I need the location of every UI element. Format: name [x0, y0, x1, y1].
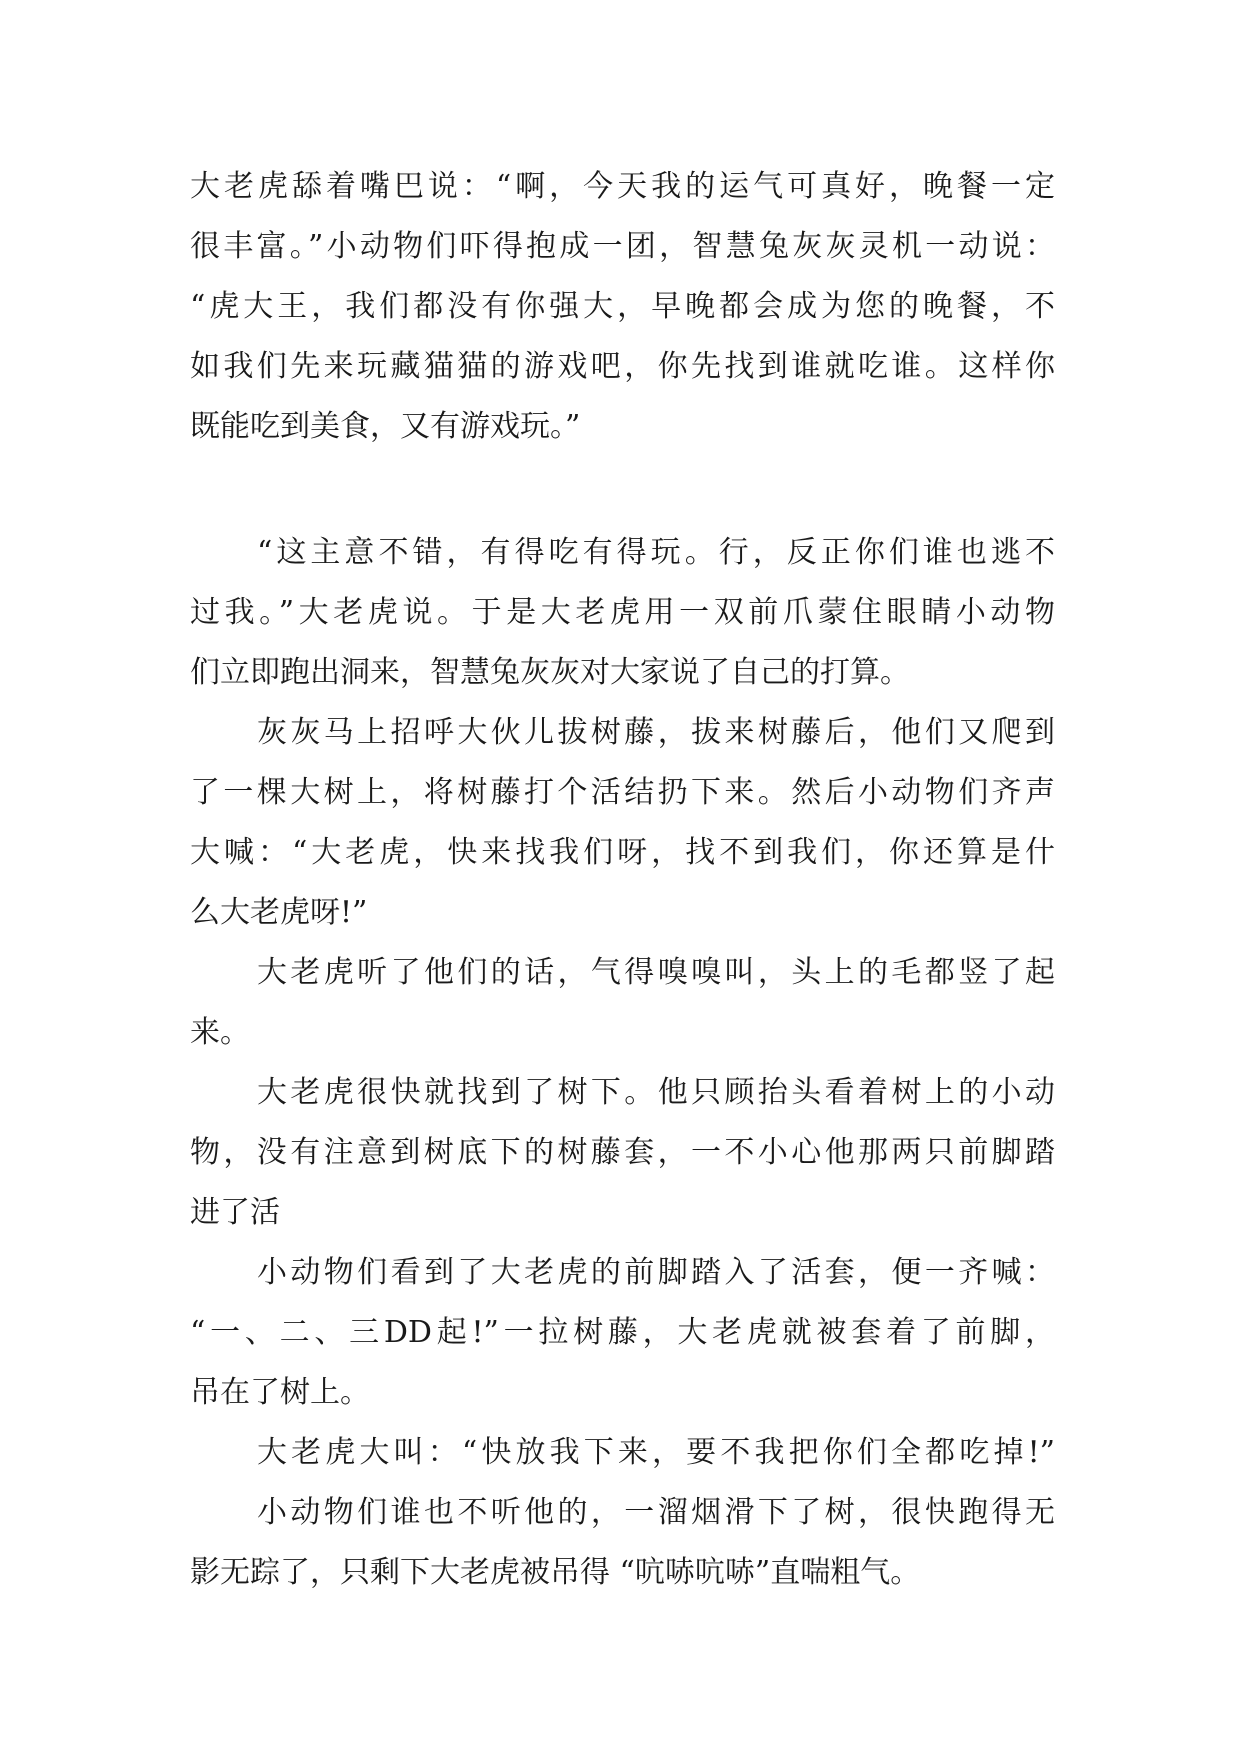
text-line: 进了活	[190, 1195, 280, 1230]
text-line: 大老虎很快就找到了树下。他只顾抬头看着树上的小动	[257, 1075, 1055, 1110]
paragraph-8	[190, 1483, 1055, 1603]
paragraph-4	[190, 943, 1055, 1063]
text-line: “虎大王，我们都没有你强大，早晚都会成为您的晚餐，不	[190, 289, 1055, 324]
text-line: 灰灰马上招呼大伙儿拔树藤，拔来树藤后，他们又爬到	[257, 715, 1055, 750]
text-line: 大喊：“大老虎，快来找我们呀，找不到我们，你还算是什	[190, 835, 1055, 870]
text-line: 大老虎听了他们的话，气得嗅嗅叫，头上的毛都竖了起	[257, 955, 1055, 990]
text-line: 很丰富。”小动物们吓得抱成一团，智慧兔灰灰灵机一动说：	[190, 229, 1055, 264]
paragraph-gap	[190, 457, 1055, 523]
paragraph-3	[190, 703, 1055, 943]
story-text	[190, 157, 1055, 1603]
text-line: 们立即跑出洞来，智慧兔灰灰对大家说了自己的打算。	[190, 655, 910, 690]
text-line: 如我们先来玩藏猫猫的游戏吧，你先找到谁就吃谁。这样你	[190, 349, 1055, 384]
paragraph-6	[190, 1243, 1055, 1423]
paragraph-2	[190, 523, 1055, 703]
text-line: 物，没有注意到树底下的树藤套，一不小心他那两只前脚踏	[190, 1135, 1055, 1170]
text-line: 小动物们看到了大老虎的前脚踏入了活套，便一齐喊：	[257, 1255, 1055, 1290]
text-line: 影无踪了，只剩下大老虎被吊得 “吭哧吭哧”直喘粗气。	[190, 1555, 921, 1590]
text-line: 么大老虎呀!”	[190, 895, 368, 930]
text-line: 大老虎大叫：“快放我下来，要不我把你们全都吃掉!”	[257, 1435, 1055, 1470]
paragraph-1	[190, 157, 1055, 457]
text-line: 来。	[190, 1015, 250, 1050]
text-line: “一、二、三DD起!”一拉树藤，大老虎就被套着了前脚，	[190, 1315, 1055, 1350]
paragraph-7	[190, 1423, 1055, 1483]
text-line: “这主意不错，有得吃有得玩。行，反正你们谁也逃不	[257, 535, 1055, 570]
text-line: 小动物们谁也不听他的，一溜烟滑下了树，很快跑得无	[257, 1495, 1055, 1530]
text-line: 吊在了树上。	[190, 1375, 370, 1410]
text-line: 既能吃到美食，又有游戏玩。”	[190, 409, 581, 444]
text-line: 了一棵大树上，将树藤打个活结扔下来。然后小动物们齐声	[190, 775, 1055, 810]
text-line: 大老虎舔着嘴巴说：“啊，今天我的运气可真好，晚餐一定	[190, 169, 1055, 204]
paragraph-5	[190, 1063, 1055, 1243]
text-line: 过我。”大老虎说。于是大老虎用一双前爪蒙住眼睛小动物	[190, 595, 1055, 630]
